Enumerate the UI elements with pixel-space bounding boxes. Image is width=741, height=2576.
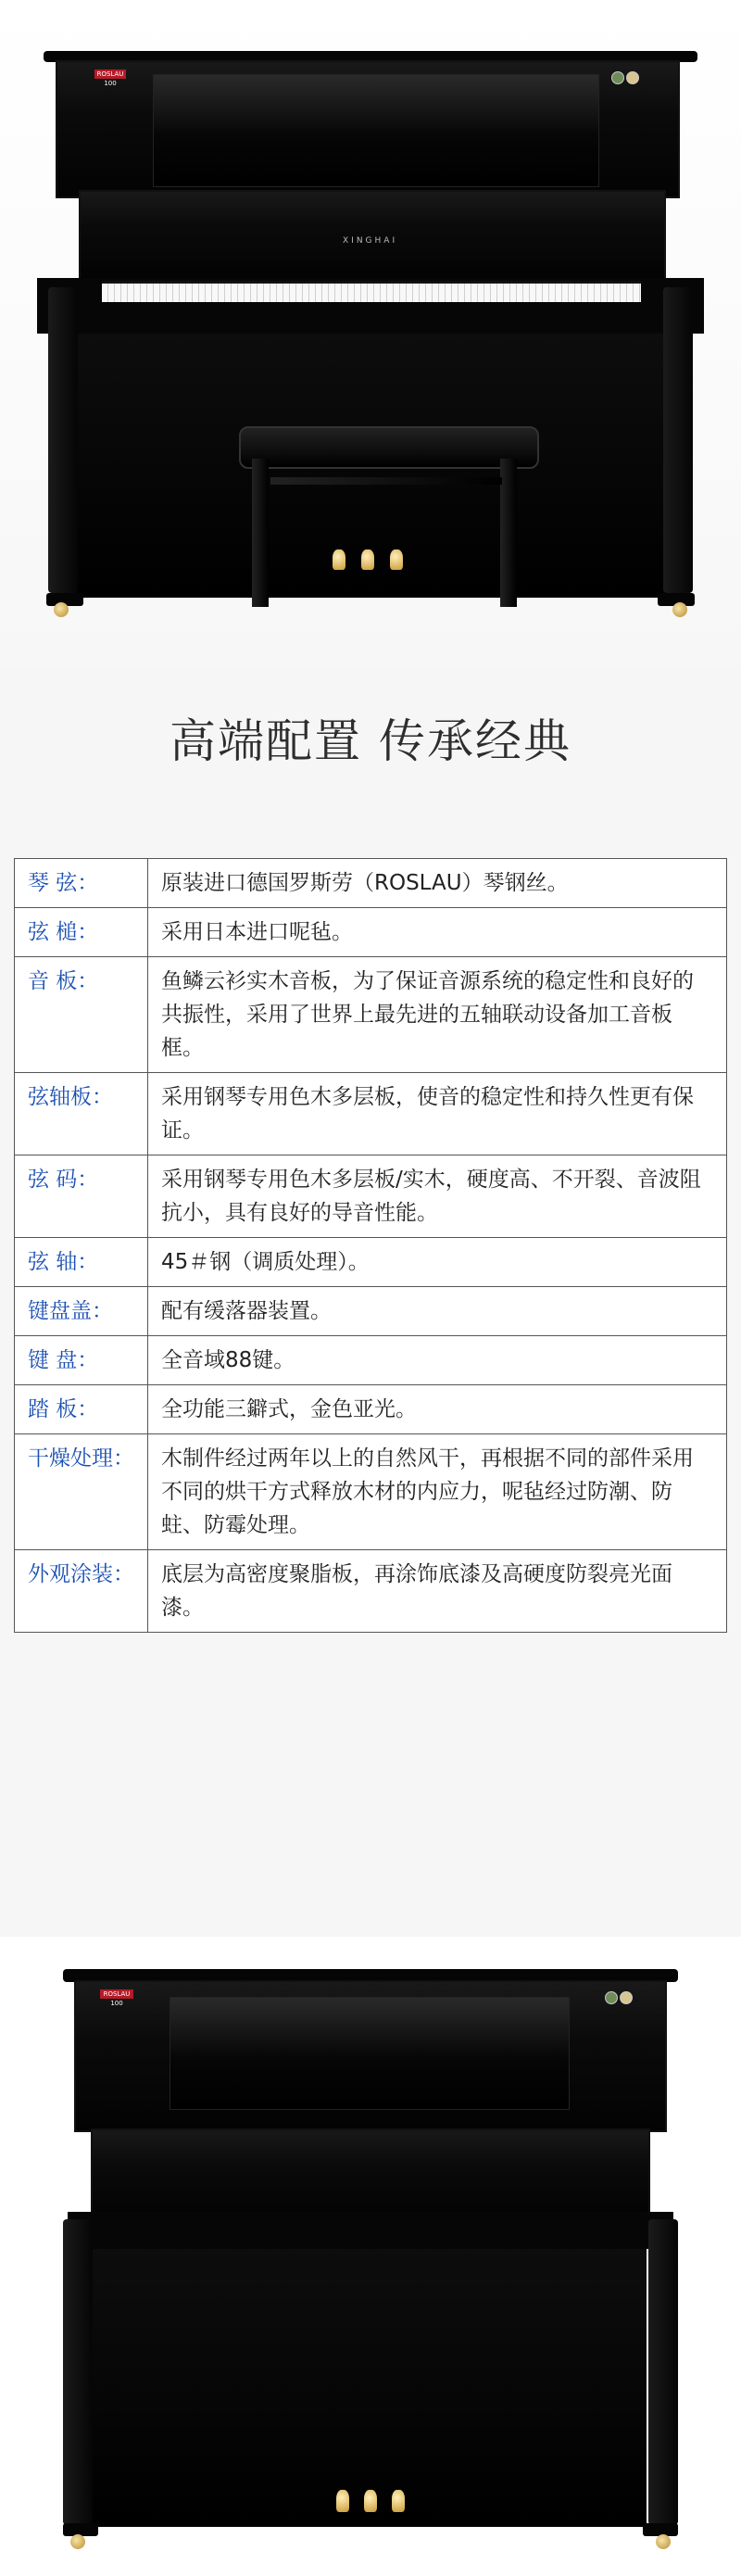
left-caster	[54, 602, 69, 617]
spec-label: 弦 码：	[15, 1155, 148, 1238]
spec-value: 45＃钢（调质处理）。	[148, 1238, 727, 1287]
spec-row	[15, 1550, 727, 1633]
spec-value: 全音域88键。	[148, 1336, 727, 1385]
upright-piano	[37, 51, 704, 616]
piano-front-image	[0, 1937, 741, 2576]
music-desk-panel	[170, 1997, 570, 2110]
fallboard	[91, 2128, 650, 2220]
pedal-middle	[364, 2490, 377, 2512]
emblem-icon	[620, 1991, 633, 2004]
spec-value: 配有缓落器装置。	[148, 1287, 727, 1336]
spec-label: 干燥处理：	[15, 1434, 148, 1550]
pedal-left	[336, 2490, 349, 2512]
spec-row	[15, 1434, 727, 1550]
spec-value: 木制件经过两年以上的自然风干，再根据不同的部件采用不同的烘干方式释放木材的内应力，呢毡经过防潮、防蛀、防霉处理。	[148, 1434, 727, 1550]
right-leg	[648, 2219, 678, 2525]
spec-value: 采用日本进口呢毡。	[148, 908, 727, 957]
right-caster	[656, 2534, 671, 2549]
emblem-icon	[605, 1991, 618, 2004]
section-heading: 高端配置 传承经典	[170, 714, 571, 768]
spec-label: 键盘盖：	[15, 1287, 148, 1336]
emblem-icon	[626, 71, 639, 84]
spec-value: 采用钢琴专用色木多层板，使音的稳定性和持久性更有保证。	[148, 1073, 727, 1155]
pedal-right	[392, 2490, 405, 2512]
spec-row	[15, 1287, 727, 1336]
piano-keys	[102, 281, 641, 302]
spec-row	[15, 1385, 727, 1434]
spec-row	[15, 957, 727, 1073]
spec-label: 踏 板：	[15, 1385, 148, 1434]
spec-label: 弦 轴：	[15, 1238, 148, 1287]
spec-table	[14, 858, 727, 1633]
spec-value: 采用钢琴专用色木多层板/实木，硬度高、不开裂、音波阻抗小，具有良好的导音性能。	[148, 1155, 727, 1238]
piano-bench-seat	[239, 426, 539, 469]
spec-label: 键 盘：	[15, 1336, 148, 1385]
bench-leg	[252, 459, 269, 607]
spec-label: 音 板：	[15, 957, 148, 1073]
right-leg	[663, 287, 693, 593]
brand-name: XINGHAI	[343, 236, 398, 246]
spec-row	[15, 1238, 727, 1287]
spec-label: 外观涂装：	[15, 1550, 148, 1633]
right-caster	[672, 602, 687, 617]
left-caster	[70, 2534, 85, 2549]
pedal-middle	[361, 549, 374, 570]
spec-value: 鱼鳞云衫实木音板，为了保证音源系统的稳定性和良好的共振性，采用了世界上最先进的五轴联动设备加工音板框。	[148, 957, 727, 1073]
music-desk-panel	[153, 74, 599, 187]
roslau-badge: ROSLAU 100	[100, 1989, 133, 1999]
piano-lower-case	[91, 2249, 647, 2527]
spec-row	[15, 1073, 727, 1155]
bench-leg	[500, 459, 517, 607]
spec-row	[15, 1155, 727, 1238]
left-leg	[48, 287, 78, 593]
spec-row	[15, 859, 727, 908]
pedal-left	[333, 549, 345, 570]
pedal-right	[390, 549, 403, 570]
spec-value: 全功能三鐴式，金色亚光。	[148, 1385, 727, 1434]
spec-row	[15, 908, 727, 957]
keybed	[68, 2212, 673, 2249]
roslau-badge: ROSLAU 100	[94, 69, 126, 79]
upright-piano-front	[63, 1969, 678, 2562]
spec-label: 弦 槌：	[15, 908, 148, 957]
spec-label: 弦轴板：	[15, 1073, 148, 1155]
spec-row	[15, 1336, 727, 1385]
bench-rail	[270, 477, 502, 485]
hero-piano-image	[0, 0, 741, 667]
spec-value: 原装进口德国罗斯劳（ROSLAU）琴钢丝。	[148, 859, 727, 908]
spec-value: 底层为高密度聚脂板，再涂饰底漆及高硬度防裂亮光面漆。	[148, 1550, 727, 1633]
spec-label: 琴 弦：	[15, 859, 148, 908]
left-leg	[63, 2219, 93, 2525]
emblem-icon	[611, 71, 624, 84]
